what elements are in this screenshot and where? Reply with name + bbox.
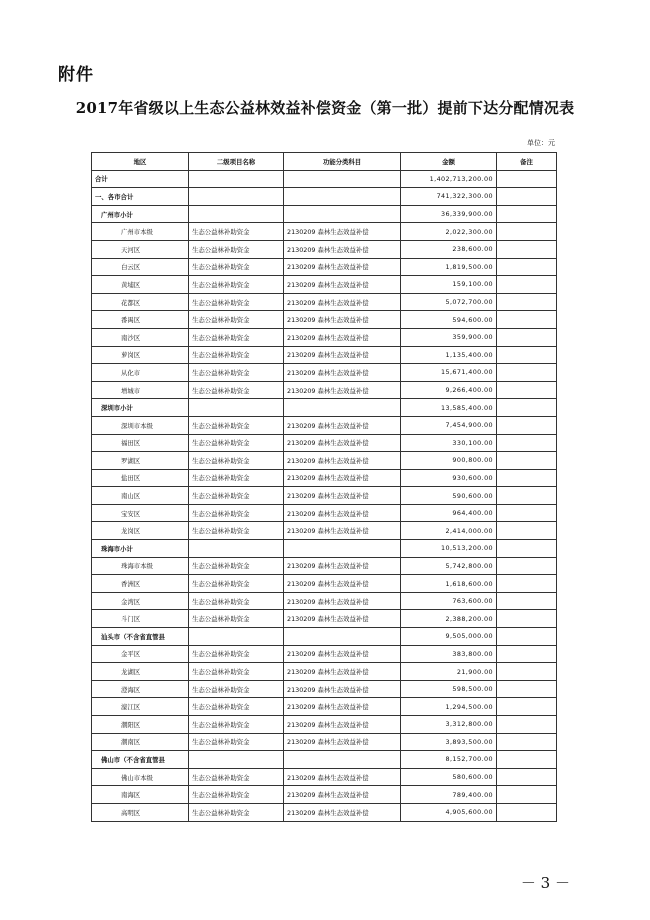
cell-region: 白云区 — [92, 258, 189, 276]
cell-amount: 598,500.00 — [401, 680, 497, 698]
cell-region: 从化市 — [92, 364, 189, 382]
cell-note — [497, 170, 557, 188]
cell-note — [497, 540, 557, 558]
cell-region: 深圳市小计 — [92, 399, 189, 417]
cell-note — [497, 381, 557, 399]
cell-note — [497, 803, 557, 821]
cell-amount: 36,339,900.00 — [401, 205, 497, 223]
cell-note — [497, 240, 557, 258]
cell-project: 生态公益林补助资金 — [189, 452, 284, 470]
cell-region: 花都区 — [92, 293, 189, 311]
table-row — [92, 276, 557, 294]
cell-category: 2130209 森林生态效益补偿 — [284, 575, 401, 593]
cell-note — [497, 610, 557, 628]
header-note: 备注 — [497, 153, 557, 171]
cell-project: 生态公益林补助资金 — [189, 504, 284, 522]
cell-note — [497, 716, 557, 734]
table-row — [92, 381, 557, 399]
cell-category — [284, 188, 401, 206]
cell-region: 南海区 — [92, 786, 189, 804]
table-row — [92, 469, 557, 487]
cell-category: 2130209 森林生态效益补偿 — [284, 504, 401, 522]
cell-project: 生态公益林补助资金 — [189, 610, 284, 628]
cell-region: 潮阳区 — [92, 716, 189, 734]
cell-category: 2130209 森林生态效益补偿 — [284, 293, 401, 311]
cell-project: 生态公益林补助资金 — [189, 575, 284, 593]
table-body — [92, 170, 557, 821]
header-category: 功能分类科目 — [284, 153, 401, 171]
cell-amount: 930,600.00 — [401, 469, 497, 487]
table-row — [92, 645, 557, 663]
cell-amount: 590,600.00 — [401, 487, 497, 505]
table-row — [92, 364, 557, 382]
cell-amount: 2,388,200.00 — [401, 610, 497, 628]
cell-region: 潮南区 — [92, 733, 189, 751]
cell-amount: 383,800.00 — [401, 645, 497, 663]
cell-note — [497, 575, 557, 593]
table-row — [92, 628, 557, 646]
cell-amount: 330,100.00 — [401, 434, 497, 452]
cell-note — [497, 469, 557, 487]
cell-category: 2130209 森林生态效益补偿 — [284, 364, 401, 382]
cell-amount: 1,618,600.00 — [401, 575, 497, 593]
cell-category: 2130209 森林生态效益补偿 — [284, 328, 401, 346]
cell-category: 2130209 森林生态效益补偿 — [284, 680, 401, 698]
cell-amount: 15,671,400.00 — [401, 364, 497, 382]
allocation-table — [91, 152, 557, 822]
cell-note — [497, 487, 557, 505]
cell-region: 龙岗区 — [92, 522, 189, 540]
cell-region: 濠江区 — [92, 698, 189, 716]
cell-category: 2130209 森林生态效益补偿 — [284, 522, 401, 540]
table-header-row — [92, 153, 557, 171]
cell-category — [284, 540, 401, 558]
cell-amount: 1,402,713,200.00 — [401, 170, 497, 188]
cell-amount: 900,800.00 — [401, 452, 497, 470]
cell-category: 2130209 森林生态效益补偿 — [284, 645, 401, 663]
cell-category — [284, 170, 401, 188]
cell-project: 生态公益林补助资金 — [189, 663, 284, 681]
table-row — [92, 557, 557, 575]
cell-project — [189, 399, 284, 417]
cell-note — [497, 663, 557, 681]
cell-region: 金平区 — [92, 645, 189, 663]
cell-region: 金湾区 — [92, 592, 189, 610]
header-region: 地区 — [92, 153, 189, 171]
cell-amount: 580,600.00 — [401, 768, 497, 786]
cell-project: 生态公益林补助资金 — [189, 258, 284, 276]
cell-category: 2130209 森林生态效益补偿 — [284, 346, 401, 364]
cell-region: 澄海区 — [92, 680, 189, 698]
cell-project: 生态公益林补助资金 — [189, 311, 284, 329]
cell-category: 2130209 森林生态效益补偿 — [284, 240, 401, 258]
cell-note — [497, 522, 557, 540]
cell-region: 合计 — [92, 170, 189, 188]
cell-category: 2130209 森林生态效益补偿 — [284, 557, 401, 575]
cell-amount: 1,135,400.00 — [401, 346, 497, 364]
cell-note — [497, 698, 557, 716]
cell-category: 2130209 森林生态效益补偿 — [284, 258, 401, 276]
cell-note — [497, 434, 557, 452]
cell-note — [497, 592, 557, 610]
cell-region: 萝岗区 — [92, 346, 189, 364]
cell-region: 汕头市（不含省直管县 — [92, 628, 189, 646]
table-row — [92, 205, 557, 223]
cell-region: 番禺区 — [92, 311, 189, 329]
cell-project: 生态公益林补助资金 — [189, 416, 284, 434]
table-row — [92, 716, 557, 734]
cell-project — [189, 628, 284, 646]
cell-category: 2130209 森林生态效益补偿 — [284, 663, 401, 681]
cell-note — [497, 276, 557, 294]
cell-amount: 10,513,200.00 — [401, 540, 497, 558]
table-row — [92, 663, 557, 681]
cell-region: 佛山市（不含省直管县 — [92, 751, 189, 769]
cell-note — [497, 364, 557, 382]
cell-amount: 594,600.00 — [401, 311, 497, 329]
table-row — [92, 188, 557, 206]
cell-category: 2130209 森林生态效益补偿 — [284, 592, 401, 610]
cell-project: 生态公益林补助资金 — [189, 680, 284, 698]
cell-category: 2130209 森林生态效益补偿 — [284, 487, 401, 505]
cell-category: 2130209 森林生态效益补偿 — [284, 434, 401, 452]
cell-project — [189, 540, 284, 558]
cell-note — [497, 293, 557, 311]
cell-region: 罗湖区 — [92, 452, 189, 470]
cell-amount: 238,600.00 — [401, 240, 497, 258]
header-project: 二级项目名称 — [189, 153, 284, 171]
cell-amount: 9,505,000.00 — [401, 628, 497, 646]
cell-amount: 1,819,500.00 — [401, 258, 497, 276]
header-amount: 金额 — [401, 153, 497, 171]
cell-category: 2130209 森林生态效益补偿 — [284, 416, 401, 434]
cell-category: 2130209 森林生态效益补偿 — [284, 698, 401, 716]
table-row — [92, 240, 557, 258]
cell-region: 香洲区 — [92, 575, 189, 593]
table-row — [92, 170, 557, 188]
cell-project: 生态公益林补助资金 — [189, 240, 284, 258]
cell-category: 2130209 森林生态效益补偿 — [284, 733, 401, 751]
cell-amount: 4,905,600.00 — [401, 803, 497, 821]
cell-amount: 789,400.00 — [401, 786, 497, 804]
cell-amount: 2,022,300.00 — [401, 223, 497, 241]
cell-note — [497, 768, 557, 786]
table-row — [92, 592, 557, 610]
table-row — [92, 504, 557, 522]
cell-region: 广州市小计 — [92, 205, 189, 223]
cell-category: 2130209 森林生态效益补偿 — [284, 803, 401, 821]
table-row — [92, 311, 557, 329]
cell-project: 生态公益林补助资金 — [189, 768, 284, 786]
cell-project: 生态公益林补助资金 — [189, 276, 284, 294]
table-row — [92, 540, 557, 558]
cell-category — [284, 628, 401, 646]
cell-note — [497, 399, 557, 417]
cell-amount: 9,266,400.00 — [401, 381, 497, 399]
cell-project: 生态公益林补助资金 — [189, 786, 284, 804]
cell-amount: 2,414,000.00 — [401, 522, 497, 540]
cell-project: 生态公益林补助资金 — [189, 328, 284, 346]
cell-note — [497, 258, 557, 276]
cell-amount: 3,893,500.00 — [401, 733, 497, 751]
cell-category: 2130209 森林生态效益补偿 — [284, 716, 401, 734]
cell-project: 生态公益林补助资金 — [189, 698, 284, 716]
table-row — [92, 416, 557, 434]
cell-amount: 8,152,700.00 — [401, 751, 497, 769]
cell-project: 生态公益林补助资金 — [189, 293, 284, 311]
cell-project: 生态公益林补助资金 — [189, 733, 284, 751]
cell-category: 2130209 森林生态效益补偿 — [284, 610, 401, 628]
cell-note — [497, 188, 557, 206]
cell-category: 2130209 森林生态效益补偿 — [284, 768, 401, 786]
cell-project: 生态公益林补助资金 — [189, 346, 284, 364]
cell-category: 2130209 森林生态效益补偿 — [284, 786, 401, 804]
table-row — [92, 733, 557, 751]
cell-category: 2130209 森林生态效益补偿 — [284, 452, 401, 470]
table-row — [92, 786, 557, 804]
cell-region: 一、各市合计 — [92, 188, 189, 206]
cell-region: 佛山市本级 — [92, 768, 189, 786]
cell-amount: 13,585,400.00 — [401, 399, 497, 417]
cell-category — [284, 751, 401, 769]
cell-project — [189, 170, 284, 188]
cell-category: 2130209 森林生态效益补偿 — [284, 311, 401, 329]
table-row — [92, 751, 557, 769]
cell-project: 生态公益林补助资金 — [189, 487, 284, 505]
table-row — [92, 575, 557, 593]
cell-region: 珠海市本级 — [92, 557, 189, 575]
cell-amount: 7,454,900.00 — [401, 416, 497, 434]
table-row — [92, 487, 557, 505]
cell-region: 深圳市本级 — [92, 416, 189, 434]
table-row — [92, 399, 557, 417]
table-row — [92, 610, 557, 628]
cell-project: 生态公益林补助资金 — [189, 381, 284, 399]
cell-note — [497, 223, 557, 241]
table-row — [92, 328, 557, 346]
cell-region: 南沙区 — [92, 328, 189, 346]
cell-note — [497, 751, 557, 769]
cell-amount: 5,072,700.00 — [401, 293, 497, 311]
cell-project: 生态公益林补助资金 — [189, 522, 284, 540]
cell-region: 龙湖区 — [92, 663, 189, 681]
cell-project — [189, 188, 284, 206]
cell-project: 生态公益林补助资金 — [189, 469, 284, 487]
cell-amount: 21,900.00 — [401, 663, 497, 681]
cell-project — [189, 205, 284, 223]
cell-region: 珠海市小计 — [92, 540, 189, 558]
table-row — [92, 346, 557, 364]
cell-category: 2130209 森林生态效益补偿 — [284, 381, 401, 399]
cell-amount: 1,294,500.00 — [401, 698, 497, 716]
cell-amount: 359,900.00 — [401, 328, 497, 346]
cell-note — [497, 733, 557, 751]
cell-region: 盐田区 — [92, 469, 189, 487]
cell-note — [497, 628, 557, 646]
cell-note — [497, 504, 557, 522]
cell-project — [189, 751, 284, 769]
cell-region: 南山区 — [92, 487, 189, 505]
cell-note — [497, 557, 557, 575]
cell-amount: 964,400.00 — [401, 504, 497, 522]
cell-category: 2130209 森林生态效益补偿 — [284, 276, 401, 294]
table-row — [92, 452, 557, 470]
cell-note — [497, 680, 557, 698]
cell-note — [497, 416, 557, 434]
cell-project: 生态公益林补助资金 — [189, 223, 284, 241]
page-title: 2017年省级以上生态公益林效益补偿资金（第一批）提前下达分配情况表 — [75, 99, 575, 117]
cell-region: 高明区 — [92, 803, 189, 821]
cell-note — [497, 346, 557, 364]
cell-project: 生态公益林补助资金 — [189, 803, 284, 821]
cell-note — [497, 452, 557, 470]
cell-category: 2130209 森林生态效益补偿 — [284, 223, 401, 241]
cell-category: 2130209 森林生态效益补偿 — [284, 469, 401, 487]
cell-region: 宝安区 — [92, 504, 189, 522]
cell-amount: 3,312,800.00 — [401, 716, 497, 734]
table-row — [92, 258, 557, 276]
table-row — [92, 223, 557, 241]
cell-project: 生态公益林补助资金 — [189, 716, 284, 734]
cell-category — [284, 205, 401, 223]
cell-region: 广州市本级 — [92, 223, 189, 241]
cell-note — [497, 786, 557, 804]
table-row — [92, 293, 557, 311]
cell-project: 生态公益林补助资金 — [189, 592, 284, 610]
cell-region: 增城市 — [92, 381, 189, 399]
table-row — [92, 768, 557, 786]
cell-category — [284, 399, 401, 417]
cell-region: 斗门区 — [92, 610, 189, 628]
table-row — [92, 680, 557, 698]
cell-note — [497, 645, 557, 663]
cell-note — [497, 311, 557, 329]
table-row — [92, 522, 557, 540]
attachment-label: 附件 — [58, 65, 94, 85]
cell-amount: 741,322,300.00 — [401, 188, 497, 206]
cell-region: 天河区 — [92, 240, 189, 258]
table-row — [92, 434, 557, 452]
cell-note — [497, 205, 557, 223]
cell-amount: 763,600.00 — [401, 592, 497, 610]
cell-project: 生态公益林补助资金 — [189, 434, 284, 452]
cell-project: 生态公益林补助资金 — [189, 364, 284, 382]
cell-project: 生态公益林补助资金 — [189, 645, 284, 663]
table-row — [92, 803, 557, 821]
page-number: － 3 － — [520, 874, 570, 892]
table-row — [92, 698, 557, 716]
cell-project: 生态公益林补助资金 — [189, 557, 284, 575]
cell-region: 福田区 — [92, 434, 189, 452]
cell-note — [497, 328, 557, 346]
cell-region: 黄埔区 — [92, 276, 189, 294]
cell-amount: 5,742,800.00 — [401, 557, 497, 575]
cell-amount: 159,100.00 — [401, 276, 497, 294]
unit-label: 单位：元 — [527, 139, 555, 147]
